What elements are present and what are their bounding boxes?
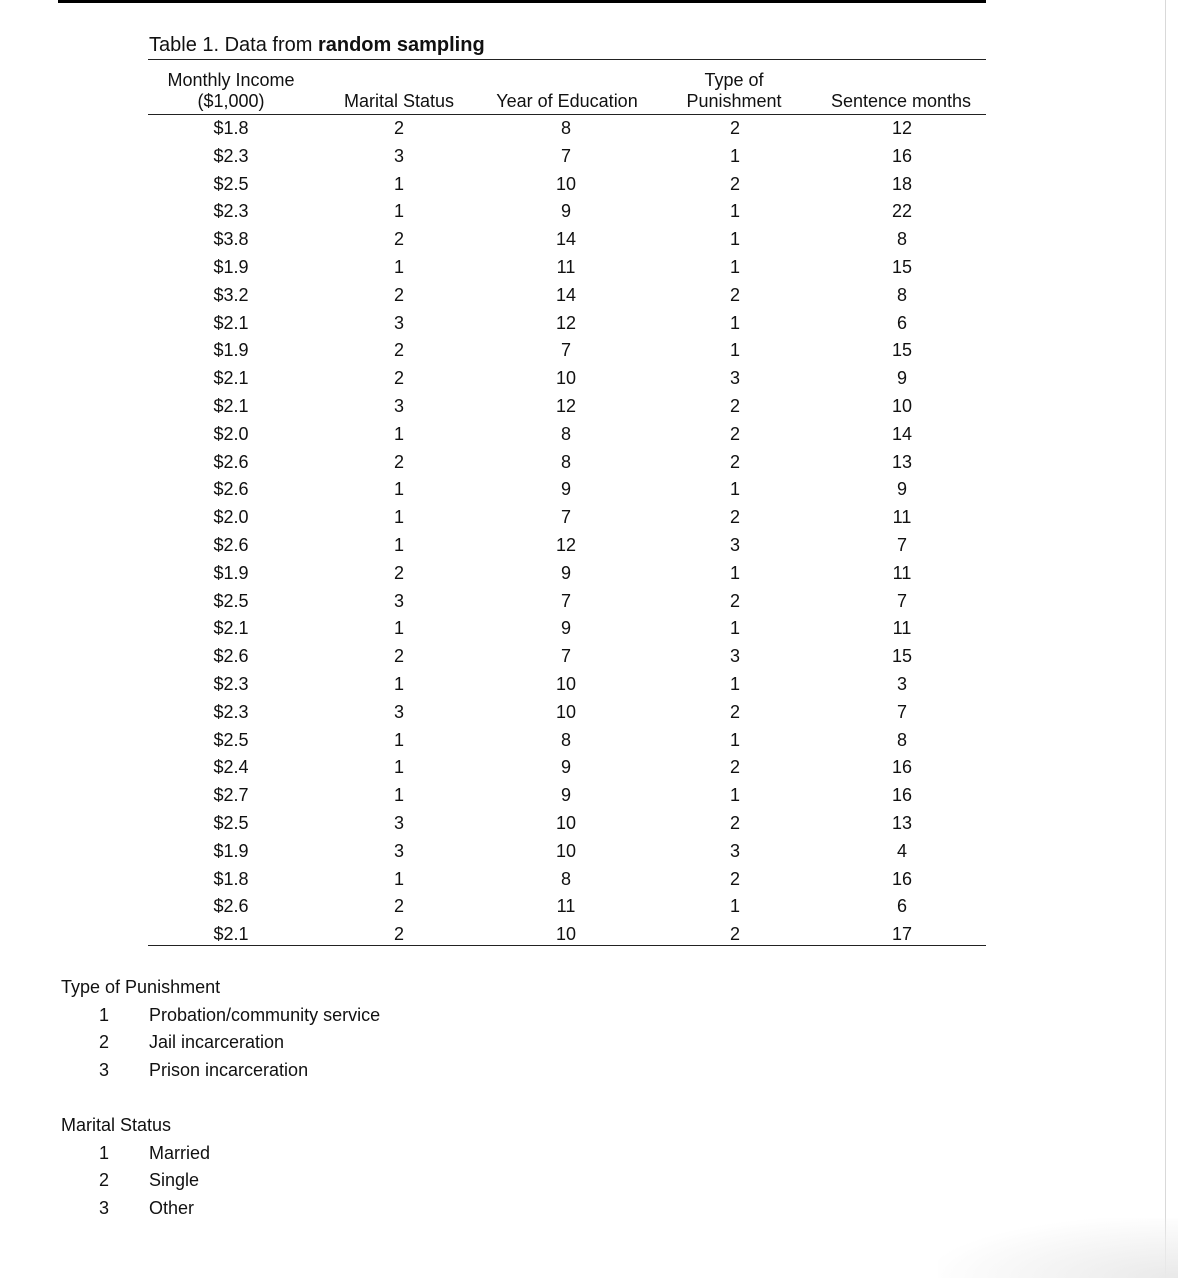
cell-type-of-punishment: 1 [729,312,740,333]
cell-marital-status: 3 [393,395,404,416]
cell-marital-status: 2 [393,368,404,389]
cell-sentence-months: 16 [891,868,913,889]
header-income-line2: ($1,000) [197,91,265,111]
cell-year-of-education: 10 [555,368,577,389]
cell-type-of-punishment: 1 [729,618,740,639]
cell-type-of-punishment: 1 [729,729,740,750]
header-income-line1: Monthly Income [167,70,295,90]
cell-monthly-income: $2.3 [213,673,249,694]
cell-monthly-income: $2.7 [213,785,249,806]
cell-year-of-education: 7 [560,646,571,667]
cell-year-of-education: 8 [560,423,571,444]
legend-label: Jail incarceration [149,1032,285,1053]
table-row [148,281,986,309]
cell-monthly-income: $1.9 [213,340,249,361]
cell-marital-status: 2 [393,229,404,250]
cell-marital-status: 1 [393,785,404,806]
table-row [148,253,986,281]
header-punishment-line1: Type of [704,70,764,90]
header-year-of-education: Year of Education [496,91,638,111]
cell-year-of-education: 11 [556,256,576,277]
cell-type-of-punishment: 2 [729,507,740,528]
cell-year-of-education: 7 [560,145,571,166]
table-row [148,670,986,698]
cell-monthly-income: $2.6 [213,451,249,472]
legend-label: Married [149,1142,211,1163]
table-row [148,448,986,476]
cell-type-of-punishment: 1 [729,562,740,583]
cell-year-of-education: 8 [560,729,571,750]
cell-monthly-income: $2.1 [213,618,249,639]
table-row [148,753,986,781]
cell-monthly-income: $2.1 [213,312,249,333]
cell-monthly-income: $2.5 [213,590,249,611]
cell-monthly-income: $1.8 [213,868,249,889]
cell-year-of-education: 10 [555,673,577,694]
cell-marital-status: 2 [393,451,404,472]
cell-marital-status: 2 [393,284,404,305]
cell-year-of-education: 7 [560,590,571,611]
cell-type-of-punishment: 2 [729,868,740,889]
cell-marital-status: 3 [393,701,404,722]
cell-year-of-education: 14 [555,284,577,305]
cell-type-of-punishment: 1 [729,673,740,694]
cell-type-of-punishment: 1 [729,896,740,917]
cell-year-of-education: 10 [555,924,577,945]
table-row [148,809,986,837]
table-row [148,114,986,142]
cell-monthly-income: $2.6 [213,646,249,667]
cell-sentence-months: 6 [896,312,907,333]
cell-monthly-income: $2.3 [213,145,249,166]
cell-type-of-punishment: 1 [729,229,740,250]
table-row [148,503,986,531]
cell-monthly-income: $2.1 [213,395,249,416]
cell-type-of-punishment: 1 [729,340,740,361]
table-row [148,336,986,364]
cell-marital-status: 1 [393,507,404,528]
cell-sentence-months: 15 [891,340,913,361]
cell-type-of-punishment: 1 [729,145,740,166]
cell-sentence-months: 4 [896,840,907,861]
cell-sentence-months: 7 [896,701,907,722]
legend-label: Other [149,1198,195,1219]
cell-year-of-education: 8 [560,118,571,138]
cell-marital-status: 3 [393,590,404,611]
cell-marital-status: 1 [393,201,404,222]
cell-monthly-income: $2.1 [213,924,249,945]
cell-monthly-income: $1.9 [213,562,249,583]
legend-code: 1 [98,1142,109,1163]
page-corner-shadow [938,1218,1178,1278]
table-row [148,726,986,754]
table-title [149,33,485,57]
cell-sentence-months: 8 [896,284,907,305]
cell-marital-status: 1 [393,256,404,277]
legend-code: 3 [98,1060,109,1081]
table-body [148,114,986,948]
cell-type-of-punishment: 1 [729,479,740,500]
cell-monthly-income: $2.0 [213,507,249,528]
cell-type-of-punishment: 2 [729,423,740,444]
cell-sentence-months: 9 [896,479,907,500]
cell-sentence-months: 15 [891,646,913,667]
table-row [148,837,986,865]
table-bottom-rule [148,945,986,946]
table-row [148,392,986,420]
table-row [148,475,986,503]
cell-year-of-education: 10 [555,173,577,194]
cell-monthly-income: $2.3 [213,701,249,722]
cell-marital-status: 1 [393,868,404,889]
cell-marital-status: 1 [393,757,404,778]
cell-year-of-education: 12 [555,312,577,333]
cell-sentence-months: 18 [891,173,913,194]
cell-sentence-months: 8 [896,229,907,250]
cell-sentence-months: 12 [891,118,913,138]
cell-sentence-months: 11 [892,507,912,528]
table-row [148,642,986,670]
cell-year-of-education: 11 [556,896,576,917]
table-row [148,781,986,809]
cell-monthly-income: $2.3 [213,201,249,222]
cell-marital-status: 1 [393,534,404,555]
table-row [148,920,986,948]
cell-year-of-education: 10 [555,701,577,722]
legend-code: 3 [98,1198,109,1219]
cell-marital-status: 1 [393,423,404,444]
table-row [148,364,986,392]
table-title-prefix: Table 1. Data from [149,34,318,56]
cell-sentence-months: 7 [896,534,907,555]
cell-sentence-months: 13 [891,451,913,472]
cell-sentence-months: 11 [892,618,912,639]
header-marital-status: Marital Status [343,91,455,111]
cell-type-of-punishment: 2 [729,924,740,945]
cell-sentence-months: 14 [891,423,913,444]
table-row [148,170,986,198]
cell-sentence-months: 6 [896,896,907,917]
cell-type-of-punishment: 2 [729,118,740,138]
cell-monthly-income: $3.2 [213,284,249,305]
cell-type-of-punishment: 2 [729,812,740,833]
cell-monthly-income: $2.5 [213,812,249,833]
cell-year-of-education: 8 [560,451,571,472]
cell-type-of-punishment: 3 [729,534,740,555]
cell-marital-status: 3 [393,145,404,166]
cell-type-of-punishment: 1 [729,201,740,222]
cell-sentence-months: 16 [891,145,913,166]
cell-type-of-punishment: 1 [729,785,740,806]
table-row [148,892,986,920]
cell-type-of-punishment: 2 [729,284,740,305]
cell-monthly-income: $2.4 [213,757,249,778]
table-row [148,559,986,587]
cell-monthly-income: $2.6 [213,896,249,917]
cell-sentence-months: 8 [896,729,907,750]
cell-sentence-months: 22 [891,201,913,222]
cell-marital-status: 2 [393,340,404,361]
cell-sentence-months: 11 [892,562,912,583]
cell-marital-status: 3 [393,840,404,861]
cell-monthly-income: $2.1 [213,368,249,389]
table-row [148,614,986,642]
cell-year-of-education: 9 [560,562,571,583]
top-page-rule [58,0,986,3]
cell-monthly-income: $1.9 [213,256,249,277]
table-row [148,197,986,225]
cell-monthly-income: $1.9 [213,840,249,861]
table-title-bold: random sampling [317,34,485,56]
legend-label: Prison incarceration [149,1060,309,1081]
header-type-of-punishment [670,70,798,112]
cell-type-of-punishment: 2 [729,701,740,722]
legend-code: 2 [98,1032,109,1053]
cell-marital-status: 2 [393,562,404,583]
cell-monthly-income: $2.6 [213,534,249,555]
cell-sentence-months: 7 [896,590,907,611]
legend-label: Single [149,1170,200,1191]
legend-label: Probation/community service [149,1004,381,1025]
header-sentence-months: Sentence months [830,91,972,111]
cell-marital-status: 2 [393,924,404,945]
cell-sentence-months: 15 [891,256,913,277]
cell-sentence-months: 3 [896,673,907,694]
cell-monthly-income: $2.6 [213,479,249,500]
cell-marital-status: 3 [393,812,404,833]
page-edge [1165,0,1166,1278]
cell-monthly-income: $3.8 [213,229,249,250]
table-row [148,865,986,893]
cell-marital-status: 3 [393,312,404,333]
cell-sentence-months: 10 [891,395,913,416]
table-row [148,531,986,559]
cell-type-of-punishment: 2 [729,395,740,416]
table-row [148,698,986,726]
cell-marital-status: 1 [393,618,404,639]
cell-marital-status: 2 [393,118,404,138]
legend-title-punishment: Type of Punishment [61,977,221,997]
cell-sentence-months: 17 [891,924,913,945]
cell-type-of-punishment: 3 [729,840,740,861]
cell-year-of-education: 10 [555,840,577,861]
table-row [148,587,986,615]
cell-monthly-income: $1.8 [213,118,249,138]
cell-year-of-education: 14 [555,229,577,250]
table-row [148,142,986,170]
table-row [148,420,986,448]
cell-year-of-education: 7 [560,340,571,361]
cell-marital-status: 1 [393,673,404,694]
cell-year-of-education: 9 [560,479,571,500]
cell-sentence-months: 9 [896,368,907,389]
cell-year-of-education: 9 [560,785,571,806]
cell-year-of-education: 8 [560,868,571,889]
table-row [148,225,986,253]
table-row [148,309,986,337]
cell-monthly-income: $2.5 [213,173,249,194]
legend-title-marital: Marital Status [61,1115,172,1135]
cell-year-of-education: 9 [560,757,571,778]
cell-type-of-punishment: 2 [729,173,740,194]
cell-type-of-punishment: 1 [729,256,740,277]
cell-marital-status: 1 [393,479,404,500]
cell-type-of-punishment: 2 [729,590,740,611]
cell-monthly-income: $2.0 [213,423,249,444]
cell-year-of-education: 9 [560,618,571,639]
cell-type-of-punishment: 2 [729,451,740,472]
cell-year-of-education: 12 [555,395,577,416]
legend-code: 2 [98,1170,109,1191]
table-top-rule [148,59,986,60]
cell-type-of-punishment: 2 [729,757,740,778]
cell-sentence-months: 16 [891,785,913,806]
cell-year-of-education: 12 [555,534,577,555]
cell-type-of-punishment: 3 [729,368,740,389]
cell-type-of-punishment: 3 [729,646,740,667]
header-monthly-income [150,70,312,112]
cell-marital-status: 2 [393,896,404,917]
cell-year-of-education: 7 [560,507,571,528]
cell-sentence-months: 13 [891,812,913,833]
legend-code: 1 [98,1004,109,1025]
cell-sentence-months: 16 [891,757,913,778]
cell-year-of-education: 10 [555,812,577,833]
cell-marital-status: 2 [393,646,404,667]
header-punishment-line2: Punishment [686,91,782,111]
cell-monthly-income: $2.5 [213,729,249,750]
cell-marital-status: 1 [393,729,404,750]
cell-marital-status: 1 [393,173,404,194]
cell-year-of-education: 9 [560,201,571,222]
